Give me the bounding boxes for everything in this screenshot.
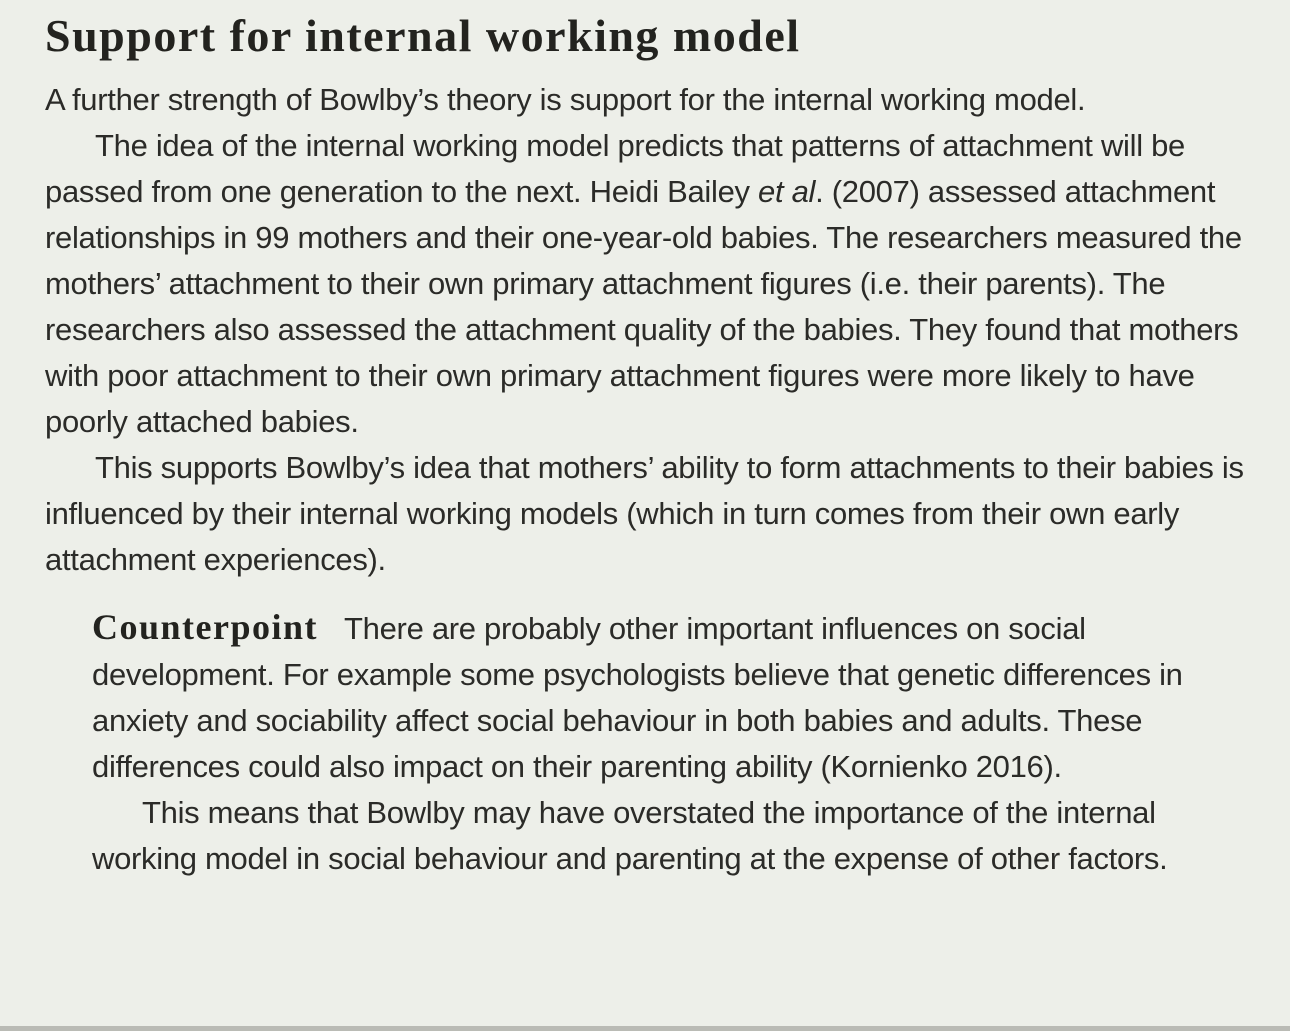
paragraph-study-text-after: . (2007) assessed attachment relationships in 99 mothers and their one-year-old babies. The researchers measured the mothers’ attachment to their own primary attachment figures (i.e. their parents). The researchers also assessed the attachment quality of the babies. They found that mothers with poor attachment to their own primary attachment figures were more likely to have poorly attached babies. xyxy=(45,174,1242,439)
counterpoint-text-1: There are probably other important influences on social development. For example some psychologists believe that genetic differences in anxiety and sociability affect social behaviour in both babies and adults. These differences could also impact on their parenting ability (Kornienko 2016). xyxy=(92,611,1183,784)
paragraph-intro: A further strength of Bowlby’s theory is support for the internal working model. xyxy=(45,82,1086,117)
paragraph-study xyxy=(45,123,1264,445)
counterpoint-paragraph-1 xyxy=(92,604,1264,790)
counterpoint-section xyxy=(92,604,1264,882)
counterpoint-paragraph-2: This means that Bowlby may have overstated the importance of the internal working model in social behaviour and parenting at the expense of other factors. xyxy=(92,795,1168,876)
counterpoint-label: Counterpoint xyxy=(92,607,319,647)
et-al-italic: et al xyxy=(758,174,816,209)
paragraph-study-text-before: The idea of the internal working model predicts that patterns of attachment will be passed from one generation to the next. Heidi Bailey xyxy=(45,128,1185,209)
section-heading: Support for internal working model xyxy=(45,10,801,61)
paragraph-conclusion: This supports Bowlby’s idea that mothers’ ability to form attachments to their babies is influenced by their internal working models (which in turn comes from their own early attachment experiences). xyxy=(45,450,1244,577)
